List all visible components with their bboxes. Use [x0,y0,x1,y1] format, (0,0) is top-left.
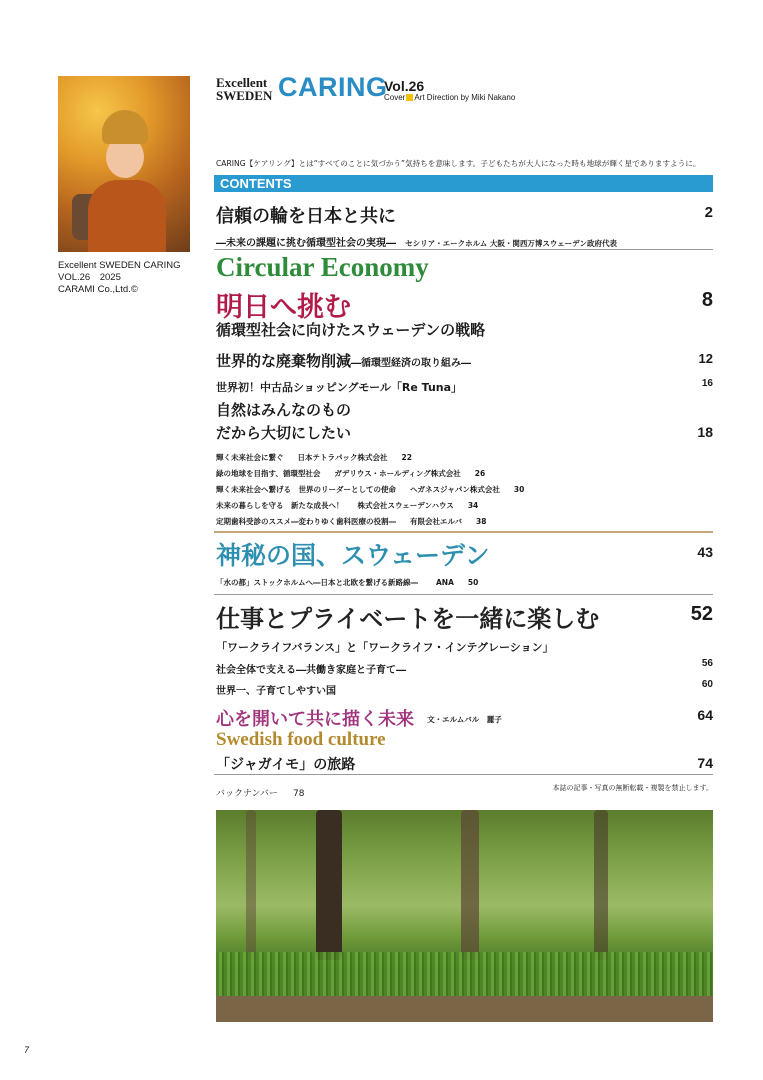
item-title: 輝く未来社会に繋ぐ [216,453,284,462]
toc-title: 「水の都」ストックホルムへ―日本と北欧を繋げる新路線― [216,578,418,587]
divider [214,249,713,250]
circular-economy-heading: Circular Economy [216,252,429,282]
item-title: 緑の地球を目指す、循環型社会 [216,469,321,478]
divider [214,531,713,533]
divider [214,774,713,775]
item-company: 日本テトラパック株式会社 [297,453,388,462]
divider [214,594,713,595]
tree-trunk-shape [316,810,342,960]
footer-row [216,781,713,800]
toc-title: 信頼の輪を日本と共に [216,206,396,227]
toc-title: 世界一、子育てしやすい国 [216,686,336,697]
grass-shape [216,952,713,1000]
feature-subtitle-row [216,636,713,655]
tree-trunk-shape [594,810,608,960]
toc-entry[interactable] [216,202,713,228]
cover-photo [58,76,190,252]
swedish-food-heading: Swedish food culture [216,729,386,750]
toc-title: 「ジャガイモ」の旅路 [216,757,356,773]
item-title: 定期歯科受診のススメ―変わりゆく歯科医療の役割― [216,517,396,526]
toc-page: 12 [698,351,713,366]
toc-subtitle: ―未来の課題に挑む循環型社会の実現― [216,238,396,249]
feature-title: 明日へ挑む [216,292,351,323]
toc-page: 43 [697,544,713,560]
item-page: 50 [467,578,479,587]
toc-title-line: だから大切にしたい [216,424,352,442]
tree-trunk-shape [461,810,479,960]
toc-entry[interactable] [216,399,713,443]
item-company: 株式会社スウェーデンハウス [357,501,454,510]
toc-entry-feature[interactable] [216,536,713,572]
toc-entry-feature[interactable] [216,599,713,634]
masthead-logo: CARING [278,72,388,102]
feature-title: 心を開いて共に描く未来 [216,709,414,730]
toc-entry-feature[interactable] [216,705,713,731]
list-item[interactable] [216,452,713,468]
contents-header [214,175,713,192]
toc-entry[interactable] [216,376,713,395]
tree-trunk-shape [246,810,256,960]
copyright-notice: 本誌の記事・写真の無断転載・複製を禁止します。 [552,785,713,792]
masthead-excellent: Excellent [216,75,268,90]
feature-en-title [216,252,713,283]
feature-subtitle: 循環型社会に向けたスウェーデンの戦略 [216,321,486,339]
list-item[interactable] [216,484,713,500]
item-title: 未来の暮らしを守る 新たな成長へ！ [216,501,344,510]
yellow-square-icon [406,94,413,101]
list-item[interactable] [216,516,713,532]
toc-subtitle: ―循環型経済の取り組み― [351,358,472,369]
item-company: ガデリウス・ホールディング株式会社 [334,469,461,478]
item-page: 30 [513,485,525,494]
toc-byline: 文・エルムバル 麗子 [427,715,502,724]
knit-hat-shape [102,110,148,144]
contents-label: CONTENTS [220,176,292,191]
toc-page: 8 [701,289,713,311]
forest-photo [216,810,713,1022]
item-page: 22 [401,453,412,462]
feature-title: 仕事とプライベートを一緒に楽しむ [216,605,600,633]
item-page: 38 [475,517,487,526]
page-number: 7 [24,1045,30,1055]
toc-title: 社会全体で支える―共働き家庭と子育て― [216,665,406,676]
toc-title: 世界的な廃棄物削減 [216,352,352,370]
credit-line: VOL.26 2025 [58,272,121,283]
back-number-label[interactable]: バックナンバー [216,789,278,799]
cover-credit [58,260,180,296]
toc-page: 52 [690,603,713,625]
feature-subtitle-row [216,319,713,340]
masthead-excellent-sweden [216,76,272,102]
item-title: 輝く未来社会へ繋げる 世界のリーダーとしての使命 [216,485,396,494]
toc-entry[interactable] [216,658,713,677]
toc-byline: セシリア・エークホルム 大阪・関西万博スウェーデン政府代表 [405,239,617,248]
feature-subtitle: 「ワークライフバランス」と「ワークライフ・インテグレーション」 [216,641,554,654]
cover-credit-line [384,93,515,102]
toc-page: 74 [697,755,713,771]
toc-subtitle-row [216,231,713,250]
item-page: 26 [474,469,486,478]
toc-small-list [216,452,713,532]
credit-line: CARAMI Co.,Ltd.© [58,284,138,295]
toc-entry[interactable] [216,577,713,588]
credit-line: Excellent SWEDEN CARING [58,260,181,271]
item-page: 34 [467,501,479,510]
toc-page: 60 [701,679,713,690]
ground-shape [216,996,713,1022]
item-company: ヘガネスジャパン株式会社 [410,485,500,494]
toc-page: 18 [697,424,713,440]
feature-en-title [216,729,713,751]
toc-title: 世界初！中古品ショッピングモール「Re Tuna」 [216,381,463,394]
tagline: CARING【ケアリング】とは“すべてのことに気づかう”気持ちを意味します。子どもたちが大人になった時も地球が輝く星でありますように。 [216,159,701,168]
sweater-shape [88,180,166,252]
masthead-sweden: SWEDEN [216,88,273,103]
item-company: ANA [435,578,454,587]
toc-entry[interactable] [216,754,713,774]
back-number-page: 78 [293,789,305,799]
feature-title: 神秘の国、スウェーデン [216,541,490,570]
list-item[interactable] [216,500,713,516]
toc-page: 2 [704,204,713,221]
list-item[interactable] [216,468,713,484]
toc-entry[interactable] [216,350,713,371]
toc-page: 16 [701,378,713,389]
volume-number: Vol.26 [384,78,425,94]
toc-entry[interactable] [216,679,713,698]
art-direction: Art Direction by Miki Nakano [414,93,516,102]
cover-label: Cover [384,93,406,102]
item-company: 有限会社エルバ [410,517,462,526]
toc-page: 64 [697,707,713,723]
toc-page: 56 [701,658,713,669]
toc-title-line: 自然はみんなのもの [216,401,352,419]
